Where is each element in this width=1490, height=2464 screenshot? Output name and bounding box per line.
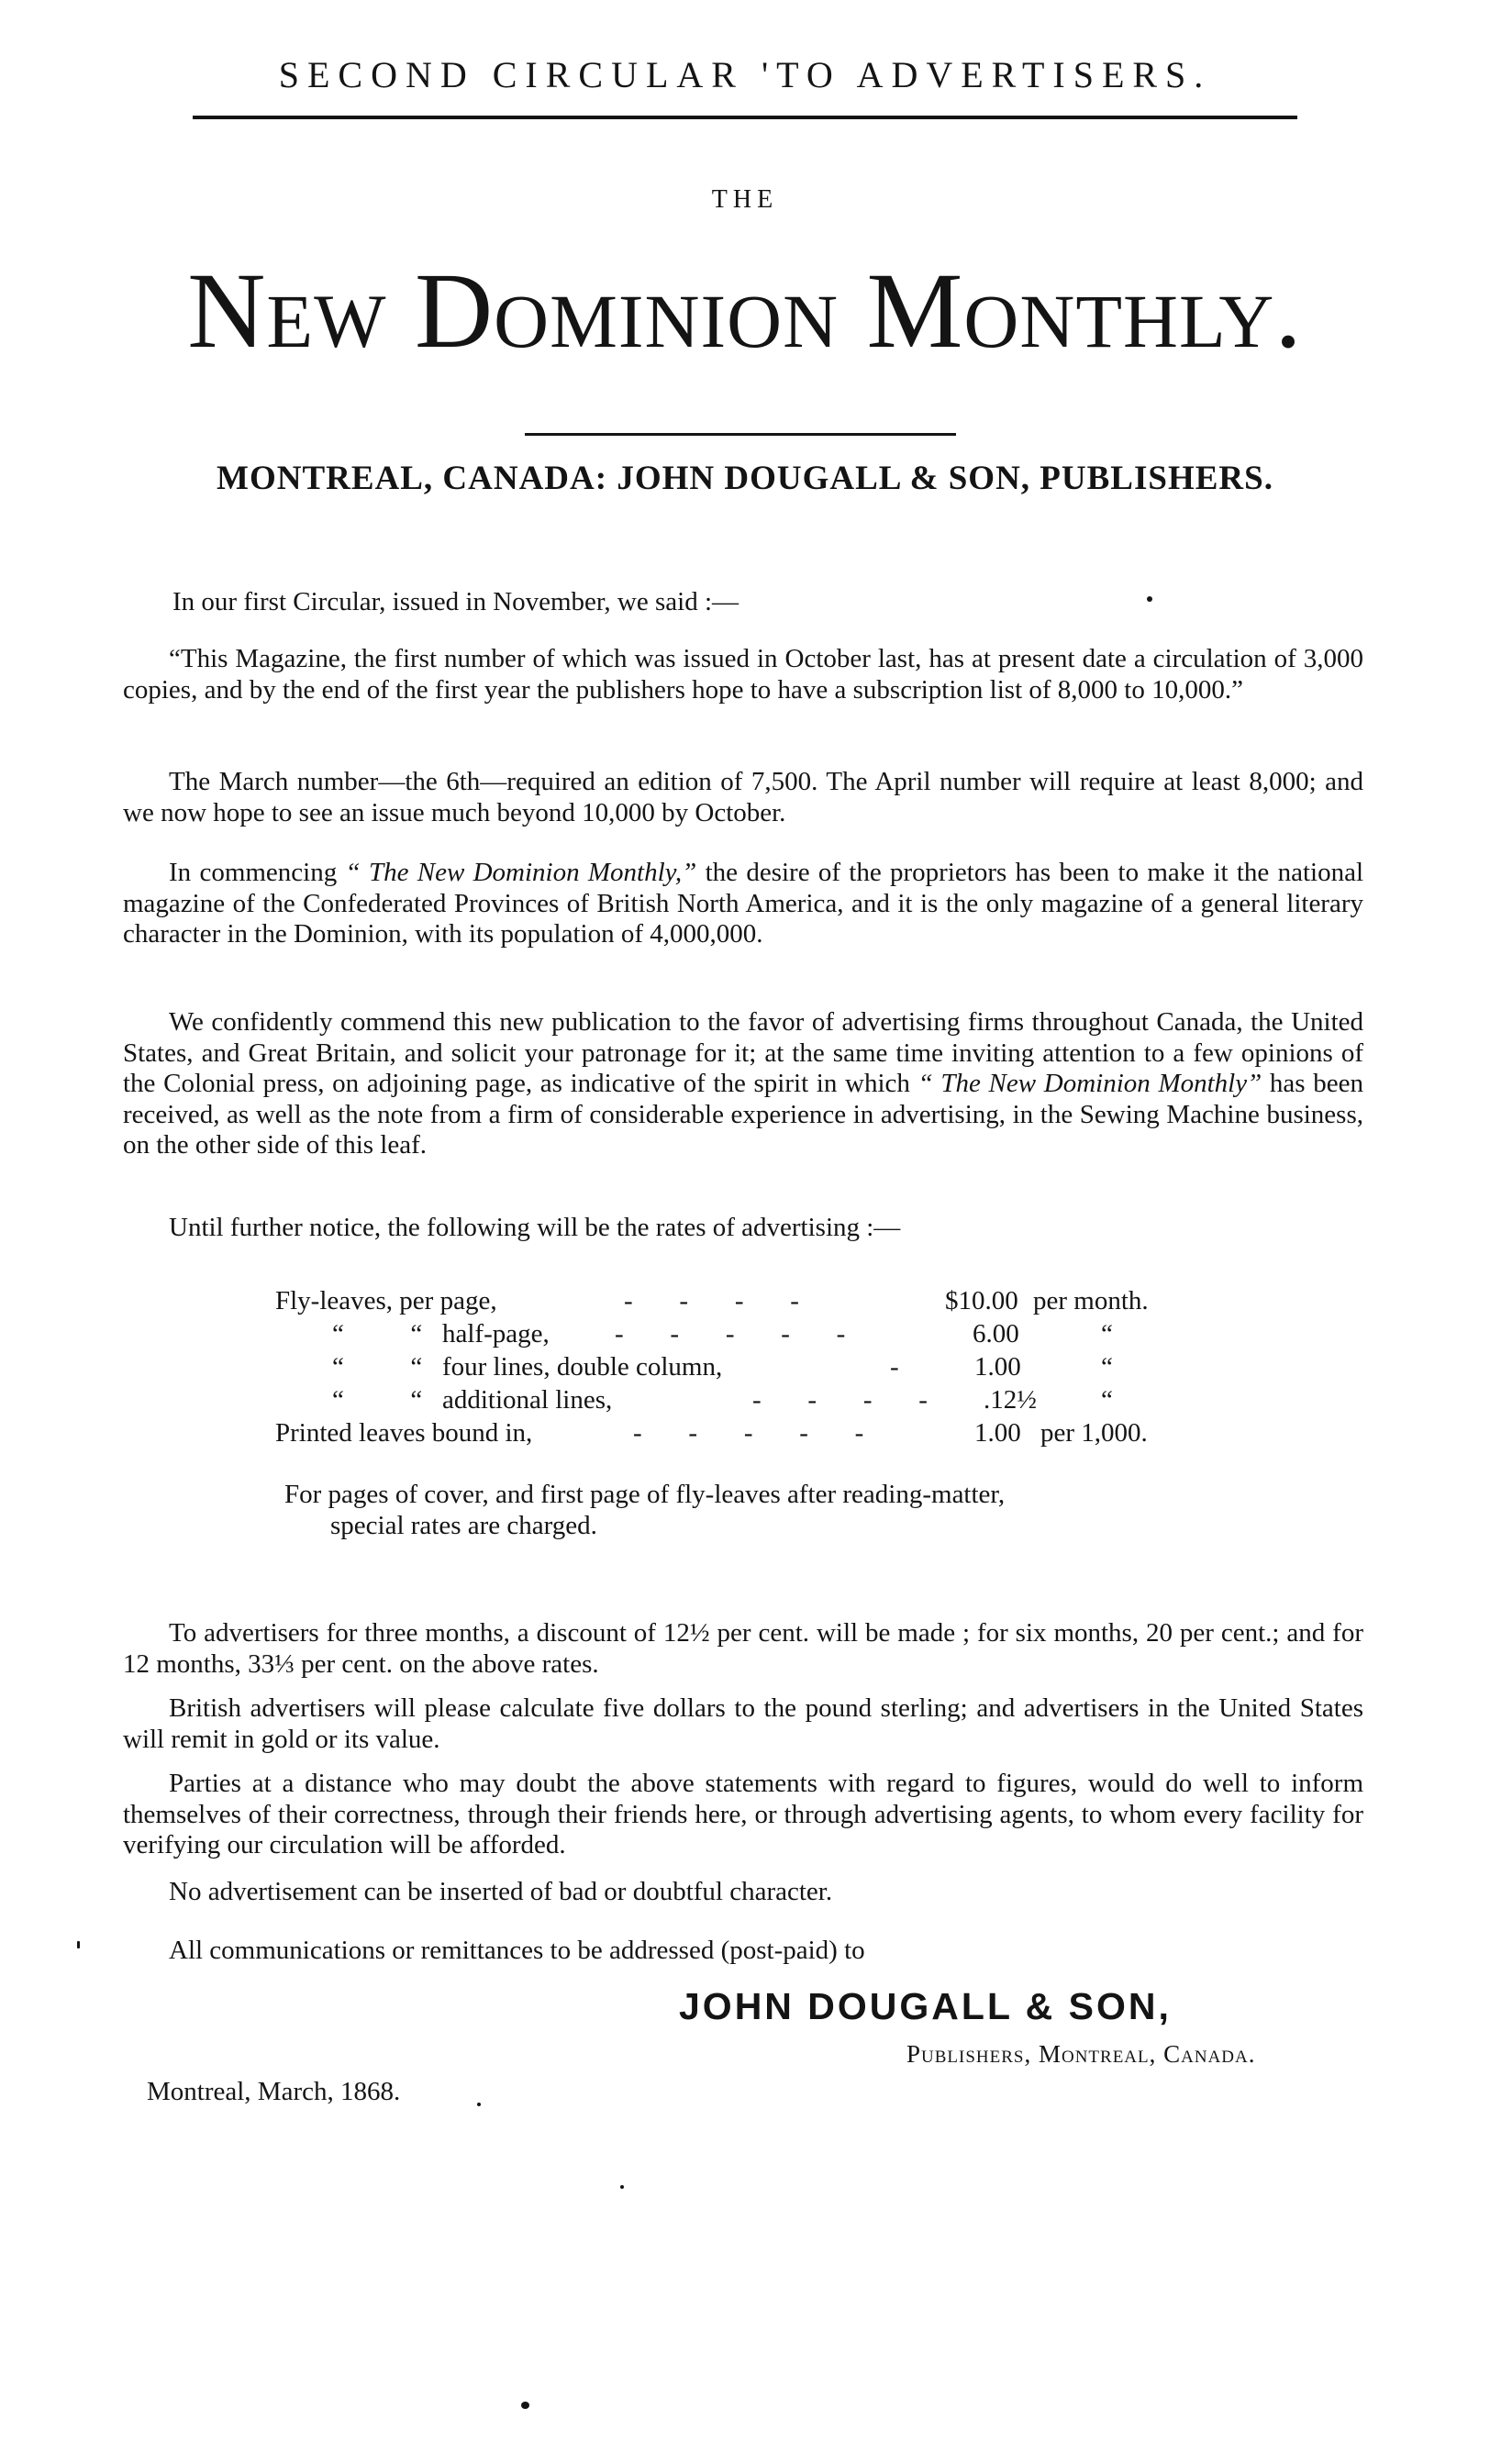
paragraph-commend xyxy=(123,1007,1363,1161)
rate-unit: per month. xyxy=(1033,1286,1149,1315)
ink-speck xyxy=(477,2103,481,2106)
ink-speck xyxy=(1147,596,1152,602)
ink-speck xyxy=(77,1941,80,1948)
rate-dots: - - - - - xyxy=(633,1418,864,1448)
rates-note-line1: For pages of cover, and first page of fly-leaves after reading-matter, xyxy=(284,1480,1006,1509)
ink-speck xyxy=(620,2185,624,2189)
paragraph-parties-at-distance: Parties at a distance who may doubt the above statements with regard to figures, would do well to inform themselves of their correctness, through their friends here, or through advertising agents, to whom every facility for verifying our circulation will be afforded. xyxy=(123,1769,1363,1859)
p5-magazine-title: “ The New Dominion Monthly” xyxy=(917,1069,1262,1098)
rate-price: 1.00 xyxy=(974,1352,1021,1382)
masthead-title: New Dominion Monthly. xyxy=(187,250,1303,371)
paragraph-commencing xyxy=(123,858,1363,950)
dateline: Montreal, March, 1868. xyxy=(147,2077,401,2106)
rate-dots: - - - - xyxy=(752,1385,928,1415)
rate-row xyxy=(275,1383,1248,1416)
paragraph-british-advertisers: British advertisers will please calculate five dollars to the pound sterling; and advertisers in the United States will remit in gold or its value. xyxy=(123,1693,1363,1754)
rate-label: Printed leaves bound in, xyxy=(275,1418,533,1448)
rate-label: “ “ additional lines, xyxy=(332,1385,613,1415)
circular-title: SECOND CIRCULAR 'TO ADVERTISERS. xyxy=(278,54,1212,95)
paragraph-no-bad-ads: No advertisement can be inserted of bad or doubtful character. xyxy=(169,1877,833,1906)
rate-dots: - - - - xyxy=(624,1286,799,1315)
top-rule xyxy=(193,116,1297,119)
rate-dots: - xyxy=(890,1352,899,1382)
p5-text-b: has been received, as well as the note from a firm of considerable experience in advertising, in the Sewing Machine business, on the other side of this leaf. xyxy=(123,1069,1363,1160)
rate-price: .12½ xyxy=(984,1385,1037,1415)
rate-unit: “ xyxy=(1101,1352,1113,1382)
paragraph-rates-intro: Until further notice, the following will be the rates of advertising :— xyxy=(169,1213,901,1242)
publisher-line: MONTREAL, CANADA: JOHN DOUGALL & SON, PUBLISHERS. xyxy=(217,460,1273,497)
paragraph-first-circular: In our first Circular, issued in November, we said :— xyxy=(172,587,739,616)
rate-row xyxy=(275,1416,1248,1449)
paragraph-march-number: The March number—the 6th—required an edition of 7,500. The April number will require at least 8,000; and we now hope to see an issue much beyond 10,000 by October. xyxy=(123,767,1363,827)
rate-label: “ “ four lines, double column, xyxy=(332,1352,723,1382)
p4-text-a: In commencing xyxy=(169,858,346,887)
paragraph-discount: To advertisers for three months, a discount of 12½ per cent. will be made ; for six months, 20 per cent.; and for 12 months, 33⅓ per cent. on the above rates. xyxy=(123,1618,1363,1679)
masthead-rule xyxy=(525,433,956,436)
ink-speck xyxy=(521,2402,529,2409)
rate-label: “ “ half-page, xyxy=(332,1319,550,1349)
rate-price: $10.00 xyxy=(945,1286,1018,1315)
rate-row xyxy=(275,1317,1248,1350)
rate-label: Fly-leaves, per page, xyxy=(275,1286,497,1315)
signature-name: JOHN DOUGALL & SON, xyxy=(679,1985,1172,2027)
rate-unit: “ xyxy=(1101,1319,1113,1349)
rates-table xyxy=(275,1284,1248,1449)
p4-magazine-title: “ The New Dominion Monthly,” xyxy=(345,858,697,887)
masthead-the: THE xyxy=(711,185,779,214)
rates-note-line2: special rates are charged. xyxy=(330,1511,597,1540)
rate-price: 1.00 xyxy=(974,1418,1021,1448)
rates-special-note xyxy=(284,1479,1202,1541)
p4-text-b: the desire of the proprietors has been to make it the national magazine of the Confederated Provinces of British North America, and it is the only magazine of a general literary character in the Dominion, with its population of 4,000,000. xyxy=(123,858,1364,949)
signature-title: Publishers, Montreal, Canada. xyxy=(906,2040,1256,2068)
rate-dots: - - - - - xyxy=(615,1319,846,1349)
rate-unit: per 1,000. xyxy=(1040,1418,1148,1448)
rate-row xyxy=(275,1350,1248,1383)
rate-row xyxy=(275,1284,1248,1317)
paragraph-quote: “This Magazine, the first number of which was issued in October last, has at present date a circulation of 3,000 copies, and by the end of the first year the publishers hope to have a subscription list of 8,000 to 10,000.” xyxy=(123,644,1363,705)
rate-unit: “ xyxy=(1101,1385,1113,1415)
p5-text-a: We confidently commend this new publication to the favor of advertising firms throughout Canada, the United States, and Great Britain, and solicit your patronage for it; at the same time inviting attention to a few opinions of the Colonial press, on adjoining page, as indicative of the spirit in which xyxy=(123,1007,1363,1098)
paragraph-communications: All communications or remittances to be addressed (post-paid) to xyxy=(169,1936,865,1965)
rate-price: 6.00 xyxy=(973,1319,1019,1349)
